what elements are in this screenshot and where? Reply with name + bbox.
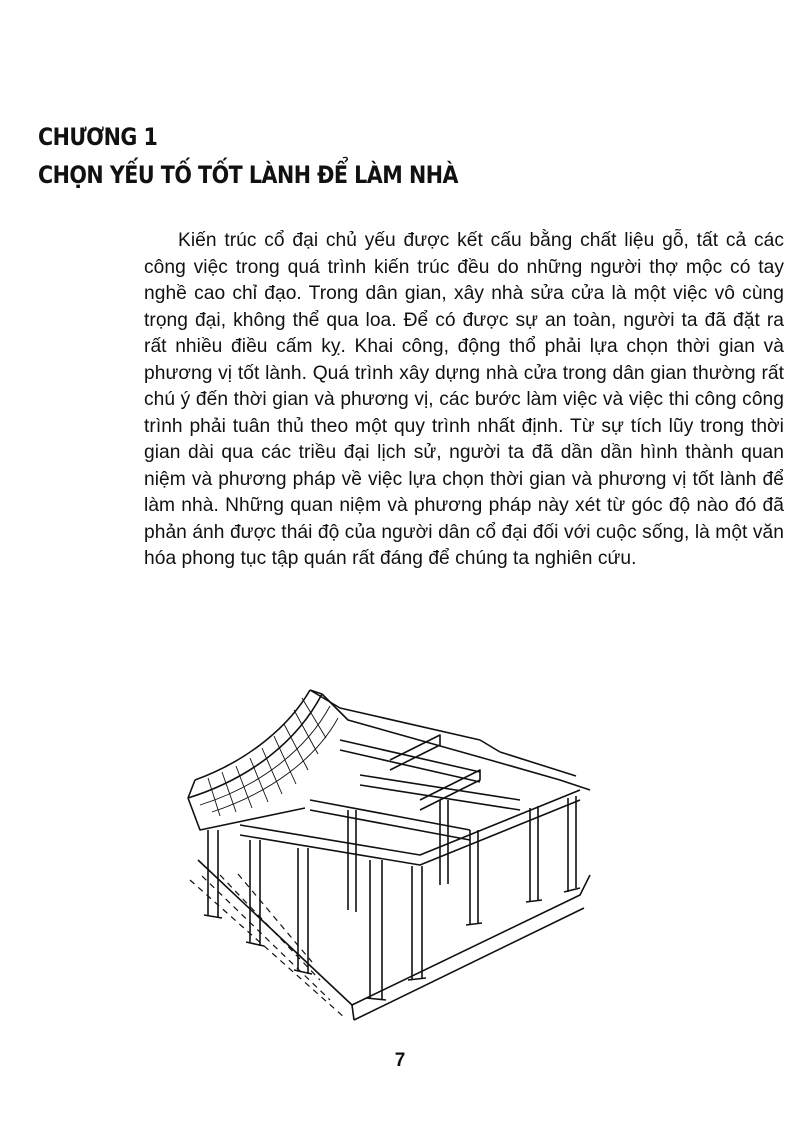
body-text bbox=[144, 228, 784, 573]
timber-frame-house-icon bbox=[180, 680, 600, 1025]
house-frame-illustration bbox=[180, 680, 600, 1025]
body-paragraph: Kiến trúc cổ đại chủ yếu được kết cấu bằng chất liệu gỗ, tất cả các công việc trong quá trình kiến trúc đều do những người thợ mộc có tay nghề cao chỉ đạo. Trong dân gian, xây nhà sửa cửa là một việc vô cùng trọng đại, không thể qua loa. Để có được sự an toàn, người ta đã đặt ra rất nhiều điều cấm kỵ. Khai công, động thổ phải lựa chọn thời gian và phương vị tốt lành. Quá trình xây dựng nhà cửa trong dân gian thường rất chú ý đến thời gian và phương vị, các bước làm việc và việc thi công công trình phải tuân thủ theo một quy trình nhất định. Từ sự tích lũy trong thời gian dài qua các triều đại lịch sử, người ta đã dần dần hình thành quan niệm và phương pháp về việc lựa chọn thời gian và phương vị tốt lành để làm nhà. Những quan niệm và phương pháp này xét từ góc độ nào đó đã phản ánh được thái độ của người dân cổ đại đối với cuộc sống, là một văn hóa phong tục tập quán rất đáng để chúng ta nghiên cứu. bbox=[144, 230, 784, 569]
chapter-title: CHỌN YẾU TỐ TỐT LÀNH ĐỂ LÀM NHÀ bbox=[38, 161, 458, 189]
chapter-heading bbox=[38, 118, 738, 194]
chapter-number: CHƯƠNG 1 bbox=[38, 123, 158, 151]
page-number: 7 bbox=[394, 1050, 406, 1071]
